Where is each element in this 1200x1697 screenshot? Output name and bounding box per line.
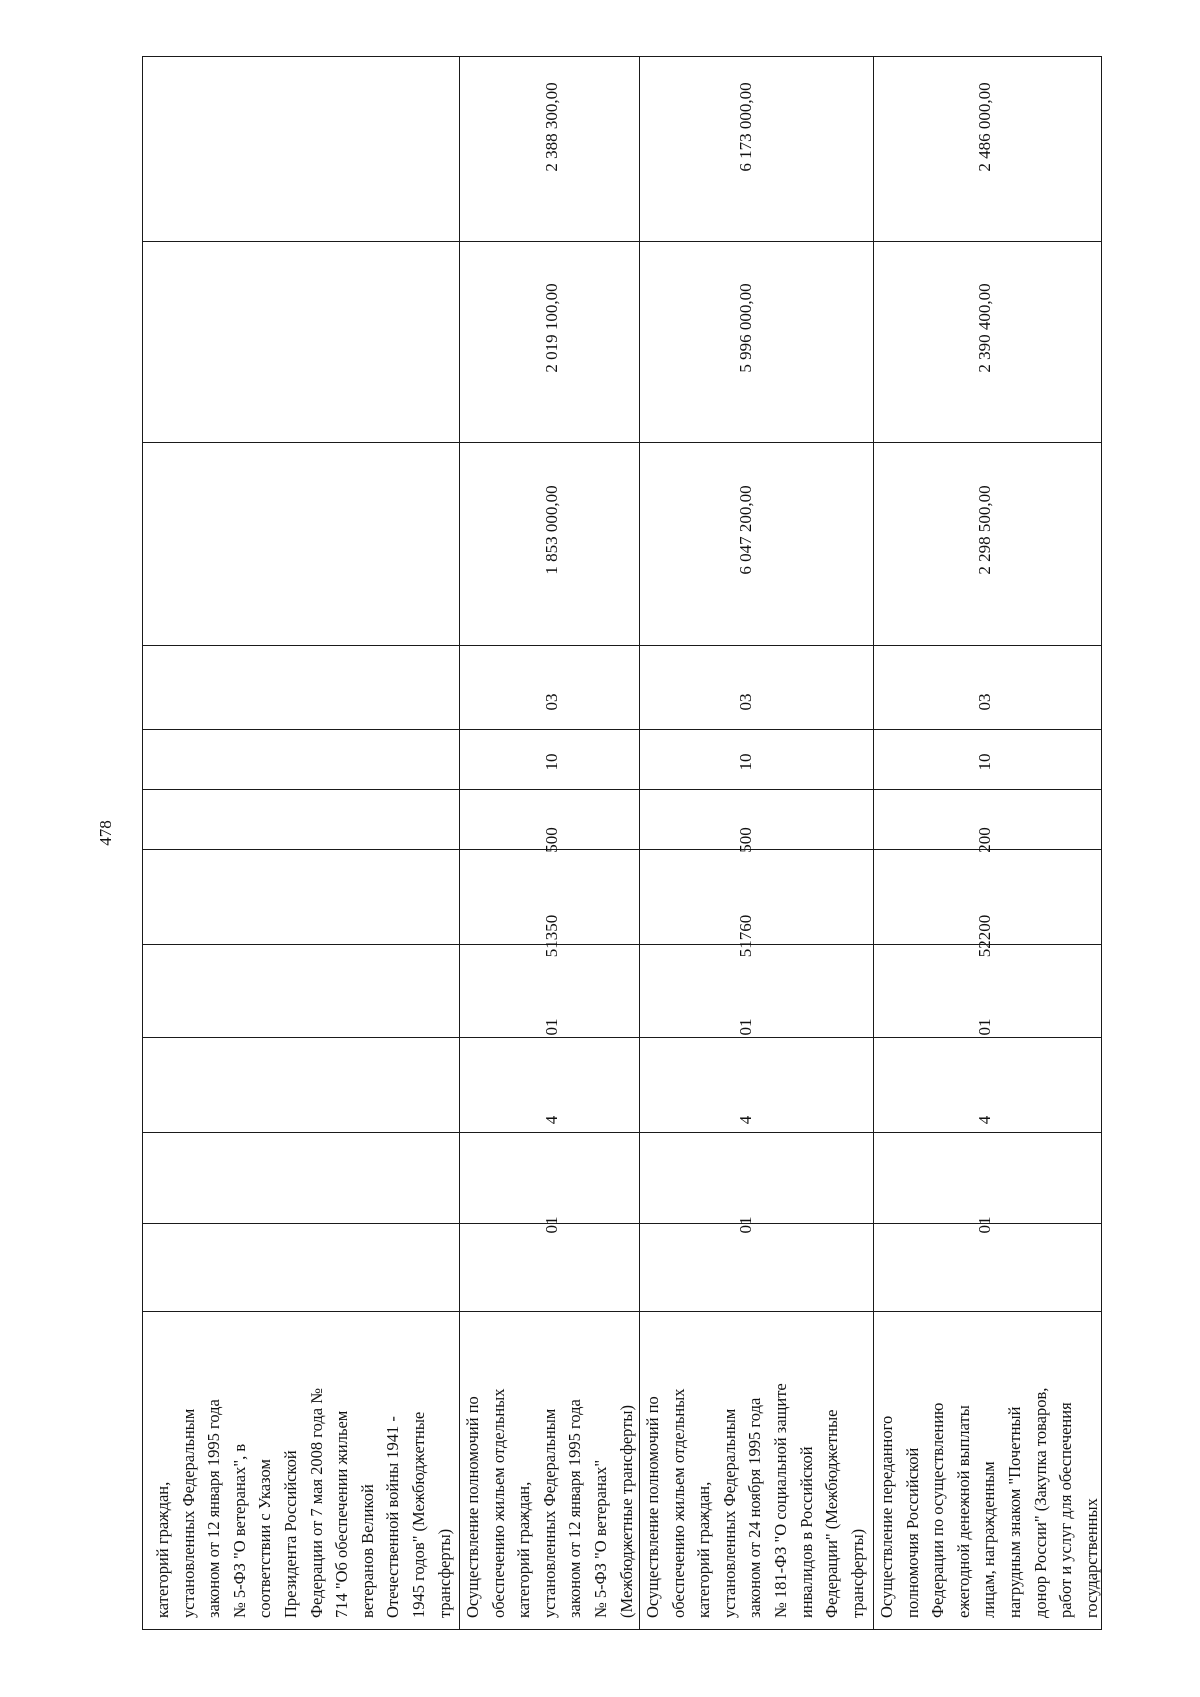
column-separator xyxy=(143,1311,1101,1312)
column-separator xyxy=(143,729,1101,730)
cell-code: 01 xyxy=(736,1018,755,1036)
cell-code: 10 xyxy=(736,753,755,771)
cell-code: 4 xyxy=(542,1115,561,1125)
column-separator xyxy=(143,241,1101,242)
column-separator xyxy=(143,1132,1101,1133)
column-separator xyxy=(143,789,1101,790)
cell-amount: 2 390 400,00 xyxy=(975,283,994,373)
cell-amount: 2 486 000,00 xyxy=(975,82,994,172)
cell-amount: 6 047 200,00 xyxy=(736,485,755,575)
row-description: Осуществление переданного полномочия Российской Федерации по осуществлению ежегодной денежной выплаты лицам, награжденным нагрудным знаком "Почетный донор России" (Закупка товаров, работ и услуг для обеспечения государственных xyxy=(877,1387,1101,1618)
row-description: Осуществление полномочий по обеспечению жильем отдельных категорий граждан, установленных Федеральным законом от 24 ноября 1995 года № 181-ФЗ "О социальной защите инвалидов в Российской Федерации" (Межбюджетные трансферты) xyxy=(643,1383,867,1618)
cell-code: 500 xyxy=(736,827,755,853)
column-separator xyxy=(143,645,1101,646)
cell-code: 4 xyxy=(736,1115,755,1125)
cell-code: 500 xyxy=(542,827,561,853)
cell-code: 03 xyxy=(542,693,561,711)
page-number: 478 xyxy=(96,820,115,846)
cell-amount: 2 298 500,00 xyxy=(975,485,994,575)
column-separator xyxy=(143,442,1101,443)
cell-amount: 1 853 000,00 xyxy=(542,485,561,575)
cell-code: 51350 xyxy=(542,914,561,958)
column-separator xyxy=(143,849,1101,850)
cell-code: 01 xyxy=(975,1216,994,1234)
cell-code: 01 xyxy=(736,1216,755,1234)
cell-code: 10 xyxy=(542,753,561,771)
cell-code: 01 xyxy=(542,1018,561,1036)
row-description: категорий граждан, установленных Федеральным законом от 12 января 1995 года № 5-ФЗ "О ветеранах", в соответствии с Указом Президента Российской Федерации от 7 мая 2008 года № 714 "Об обеспечении жильем ветеранов Великой Отечественной войны 1941 - 1945 годов" (Межбюджетные трансферты) xyxy=(153,1387,454,1618)
cell-code: 4 xyxy=(975,1115,994,1125)
cell-amount: 2 019 100,00 xyxy=(542,283,561,373)
row-description: Осуществление полномочий по обеспечению жильем отдельных категорий граждан, установленных Федеральным законом от 12 января 1995 года № 5-ФЗ "О ветеранах" (Межбюджетные трансферты) xyxy=(463,1388,636,1618)
column-separator xyxy=(143,1223,1101,1224)
cell-code: 10 xyxy=(975,753,994,771)
column-separator xyxy=(143,1037,1101,1038)
cell-code: 51760 xyxy=(736,914,755,958)
cell-amount: 5 996 000,00 xyxy=(736,283,755,373)
cell-code: 01 xyxy=(542,1216,561,1234)
cell-amount: 2 388 300,00 xyxy=(542,82,561,172)
cell-code: 52200 xyxy=(975,914,994,958)
column-separator xyxy=(143,944,1101,945)
cell-amount: 6 173 000,00 xyxy=(736,82,755,172)
cell-code: 03 xyxy=(736,693,755,711)
cell-code: 03 xyxy=(975,693,994,711)
cell-code: 200 xyxy=(975,827,994,853)
cell-code: 01 xyxy=(975,1018,994,1036)
